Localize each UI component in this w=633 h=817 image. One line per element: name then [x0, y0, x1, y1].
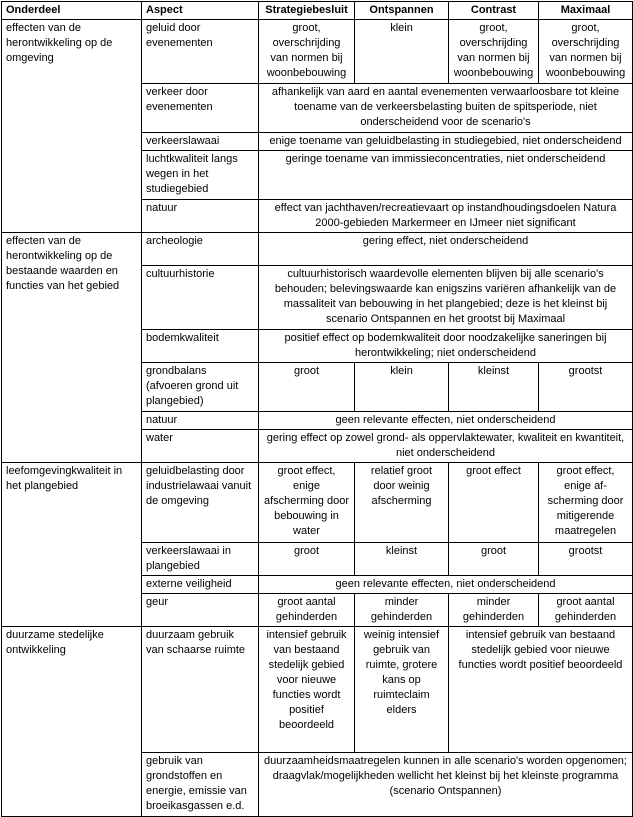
header-maximaal: Maximaal [539, 2, 633, 20]
comparison-table [1, 1, 633, 817]
aspect-cell: duurzaam gebruik van schaarse ruimte [142, 627, 259, 753]
aspect-cell: archeologie [142, 233, 259, 266]
aspect-cell: natuur [142, 200, 259, 233]
merged-value-cell: enige toename van geluidbelasting in studiegebied, niet onderscheidend [259, 133, 633, 151]
value-cell: groot aantal gehinderden [539, 594, 633, 627]
value-cell: kleinst [355, 543, 449, 576]
onderdeel-cell: effecten van de herontwikkeling op de bestaande waarden en functies van het gebied [2, 233, 142, 463]
aspect-cell: externe veiligheid [142, 576, 259, 594]
merged-value-cell: positief effect op bodemkwaliteit door noodzakelijke saneringen bij herontwikkeling; niet onderscheidend [259, 330, 633, 363]
aspect-cell: geur [142, 594, 259, 627]
value-cell: intensief gebruik van bestaand stedelijk gebied voor nieuwe functies wordt positief beoordeeld [259, 627, 355, 753]
aspect-cell: geluid door evenementen [142, 20, 259, 84]
table-row [2, 463, 633, 543]
merged-value-cell: geen relevante effecten, niet onderscheidend [259, 412, 633, 430]
value-cell: groot [259, 543, 355, 576]
value-cell: groot, overschrijding van normen bij woonbebouwing [449, 20, 539, 84]
table-row [2, 627, 633, 753]
aspect-cell: verkeerslawaai [142, 133, 259, 151]
aspect-cell: verkeer door evenementen [142, 84, 259, 133]
merged-value-cell: afhankelijk van aard en aantal evenementen verwaarloosbare tot kleine toename van de verkeersbelasting buiten de spitsperiode, niet onderscheidend voor de scenario's [259, 84, 633, 133]
value-cell: grootst [539, 543, 633, 576]
merged-value-cell: gering effect op zowel grond- als oppervlaktewater, kwaliteit en kwantiteit, niet onderscheidend [259, 430, 633, 463]
merged-value-cell: geen relevante effecten, niet onderscheidend [259, 576, 633, 594]
aspect-cell: gebruik van grondstoffen en energie, emissie van broeikasgassen e.d. [142, 753, 259, 817]
aspect-cell: geluidbelasting door industrielawaai vanuit de omgeving [142, 463, 259, 543]
value-cell: minder gehinderden [449, 594, 539, 627]
header-ontspannen: Ontspannen [355, 2, 449, 20]
merged-value-cell: intensief gebruik van bestaand stedelijk gebied voor nieuwe functies wordt positief beoordeeld [449, 627, 633, 753]
header-aspect: Aspect [142, 2, 259, 20]
value-cell: groot [259, 363, 355, 412]
value-cell: groot effect, enige afscherming door bebouwing in water [259, 463, 355, 543]
merged-value-cell: effect van jachthaven/recreatievaart op instandhoudingsdoelen Natura 2000-gebieden Markermeer en IJmeer niet significant [259, 200, 633, 233]
onderdeel-cell: leefomgevingkwaliteit in het plangebied [2, 463, 142, 627]
value-cell: grootst [539, 363, 633, 412]
value-cell: klein [355, 20, 449, 84]
onderdeel-cell: effecten van de herontwikkeling op de omgeving [2, 20, 142, 233]
value-cell: groot effect, enige af-scherming door mitigerende maatregelen [539, 463, 633, 543]
value-cell: groot aantal gehinderden [259, 594, 355, 627]
value-cell: kleinst [449, 363, 539, 412]
header-onderdeel: Onderdeel [2, 2, 142, 20]
merged-value-cell: gering effect, niet onderscheidend [259, 233, 633, 266]
value-cell: groot, overschrijding van normen bij woonbebouwing [539, 20, 633, 84]
aspect-cell: cultuurhistorie [142, 266, 259, 330]
table-row [2, 20, 633, 84]
aspect-cell: water [142, 430, 259, 463]
value-cell: groot, overschrijding van normen bij woonbebouwing [259, 20, 355, 84]
value-cell: relatief groot door weinig afscherming [355, 463, 449, 543]
header-contrast: Contrast [449, 2, 539, 20]
aspect-cell: verkeerslawaai in plangebied [142, 543, 259, 576]
value-cell: klein [355, 363, 449, 412]
value-cell: groot [449, 543, 539, 576]
header-row [2, 2, 633, 20]
table-row [2, 233, 633, 266]
merged-value-cell: duurzaamheidsmaatregelen kunnen in alle scenario's worden opgenomen; draagvlak/mogelijkheden wellicht het kleinst bij het kleinste programma (scenario Ontspannen) [259, 753, 633, 817]
aspect-cell: bodemkwaliteit [142, 330, 259, 363]
aspect-cell: grondbalans (afvoeren grond uit plangebied) [142, 363, 259, 412]
value-cell: groot effect [449, 463, 539, 543]
aspect-cell: natuur [142, 412, 259, 430]
header-strategiebesluit: Strategiebesluit [259, 2, 355, 20]
value-cell: minder gehinderden [355, 594, 449, 627]
onderdeel-cell: duurzame stedelijke ontwikkeling [2, 627, 142, 817]
merged-value-cell: geringe toename van immissieconcentraties, niet onderscheidend [259, 151, 633, 200]
value-cell: weinig intensief gebruik van ruimte, grotere kans op ruimteclaim elders [355, 627, 449, 753]
aspect-cell: luchtkwaliteit langs wegen in het studiegebied [142, 151, 259, 200]
merged-value-cell: cultuurhistorisch waardevolle elementen blijven bij alle scenario's behouden; belevingswaarde kan enigszins variëren afhankelijk van de massaliteit van bebouwing in het plangebied; deze is het kleinst bij scenario Ontspannen en het grootst bij Maximaal [259, 266, 633, 330]
